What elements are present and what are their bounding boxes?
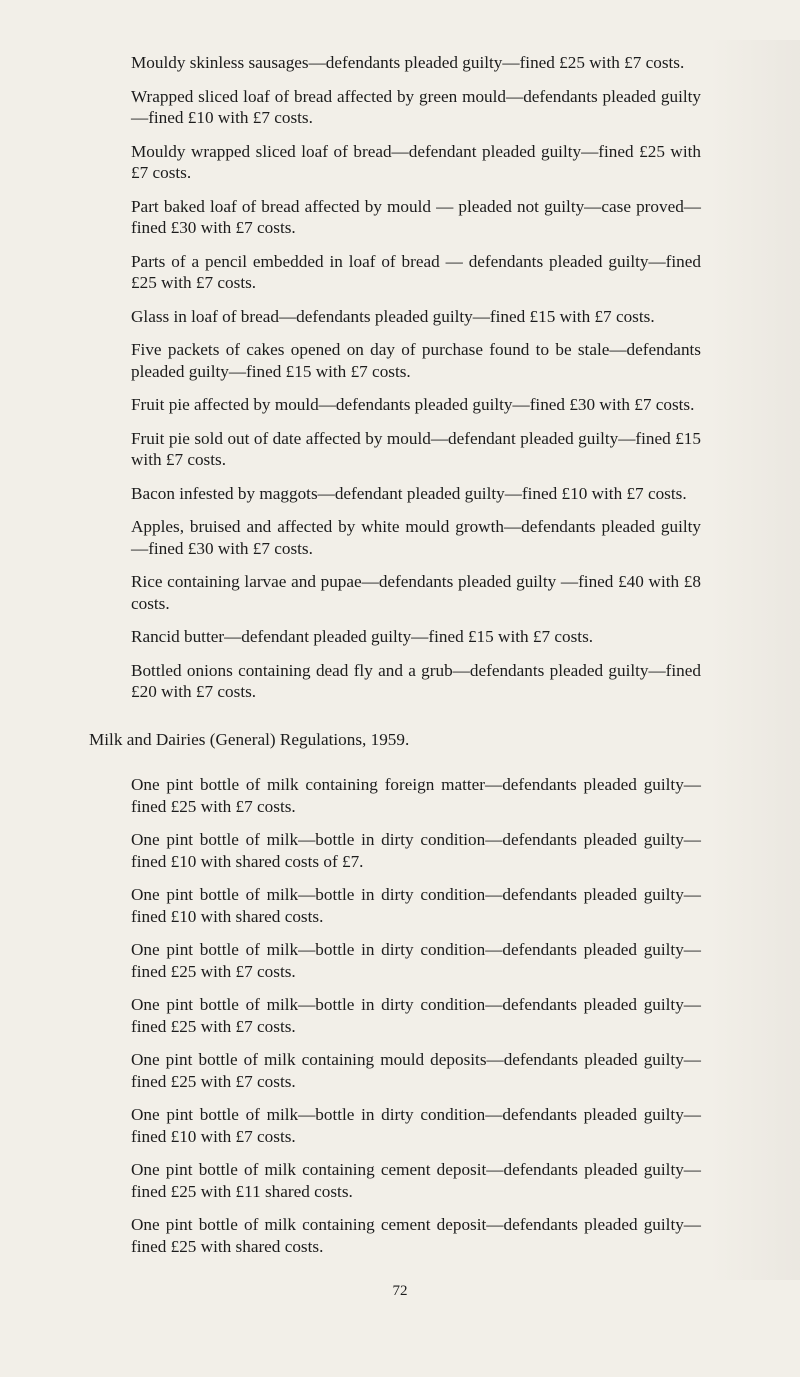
bleed-through-shadow <box>710 40 800 1280</box>
case-entry: One pint bottle of milk containing cement deposit—defendants pleaded guilty—fined £25 with shared costs. <box>131 1215 701 1256</box>
case-entry: One pint bottle of milk—bottle in dirty condition—defendants pleaded guilty—fined £25 with £7 costs. <box>131 940 701 981</box>
case-entry: Mouldy skinless sausages—defendants pleaded guilty—fined £25 with £7 costs. <box>131 53 685 72</box>
case-entry: Fruit pie affected by mould—defendants pleaded guilty—fined £30 with £7 costs. <box>131 395 695 414</box>
case-entry: Fruit pie sold out of date affected by mould—defendant pleaded guilty—fined £15 with £7 costs. <box>131 428 701 469</box>
page-number: 72 <box>392 1283 408 1299</box>
case-entry: Bottled onions containing dead fly and a grub—defendants pleaded guilty—fined £20 with £7 costs. <box>131 660 701 701</box>
case-entry: Apples, bruised and affected by white mould growth—defendants pleaded guilty—fined £30 with £7 costs. <box>131 517 701 558</box>
case-entry: Glass in loaf of bread—defendants pleaded guilty—fined £15 with £7 costs. <box>131 306 655 326</box>
case-entry: Wrapped sliced loaf of bread affected by green mould—defendants pleaded guilty—fined £10 with £7 costs. <box>131 86 701 127</box>
case-entry: Rancid butter—defendant pleaded guilty—fined £15 with £7 costs. <box>131 627 594 646</box>
case-entry: One pint bottle of milk—bottle in dirty condition—defendants pleaded guilty—fined £10 with shared costs of £7. <box>131 830 701 871</box>
case-entry: Bacon infested by maggots—defendant pleaded guilty—fined £10 with £7 costs. <box>131 483 687 503</box>
case-entry: One pint bottle of milk containing mould deposits—defendants pleaded guilty—fined £25 with £7 costs. <box>131 1050 701 1091</box>
case-entry: One pint bottle of milk containing foreign matter—defendants pleaded guilty—fined £25 with £7 costs. <box>131 775 701 816</box>
page-content <box>89 52 701 1269</box>
case-entry: One pint bottle of milk—bottle in dirty condition—defendants pleaded guilty—fined £10 with shared costs. <box>131 885 701 926</box>
case-entry: Rice containing larvae and pupae—defendants pleaded guilty —fined £40 with £8 costs. <box>131 572 701 613</box>
section-heading: Milk and Dairies (General) Regulations, 1959. <box>89 729 410 749</box>
case-entry: Parts of a pencil embedded in loaf of bread — defendants pleaded guilty—fined £25 with £7 costs. <box>131 251 701 292</box>
case-entry: Mouldy wrapped sliced loaf of bread—defendant pleaded guilty—fined £25 with £7 costs. <box>131 141 701 182</box>
case-entry: Five packets of cakes opened on day of purchase found to be stale—defendants pleaded guilty—fined £15 with £7 costs. <box>131 340 701 381</box>
case-entry: One pint bottle of milk containing cement deposit—defendants pleaded guilty—fined £25 with £11 shared costs. <box>131 1160 701 1201</box>
case-entry: One pint bottle of milk—bottle in dirty condition—defendants pleaded guilty—fined £25 with £7 costs. <box>131 995 701 1036</box>
case-entry: Part baked loaf of bread affected by mould — pleaded not guilty—case proved—fined £30 with £7 costs. <box>131 196 701 237</box>
case-entry: One pint bottle of milk—bottle in dirty condition—defendants pleaded guilty—fined £10 with £7 costs. <box>131 1105 701 1146</box>
